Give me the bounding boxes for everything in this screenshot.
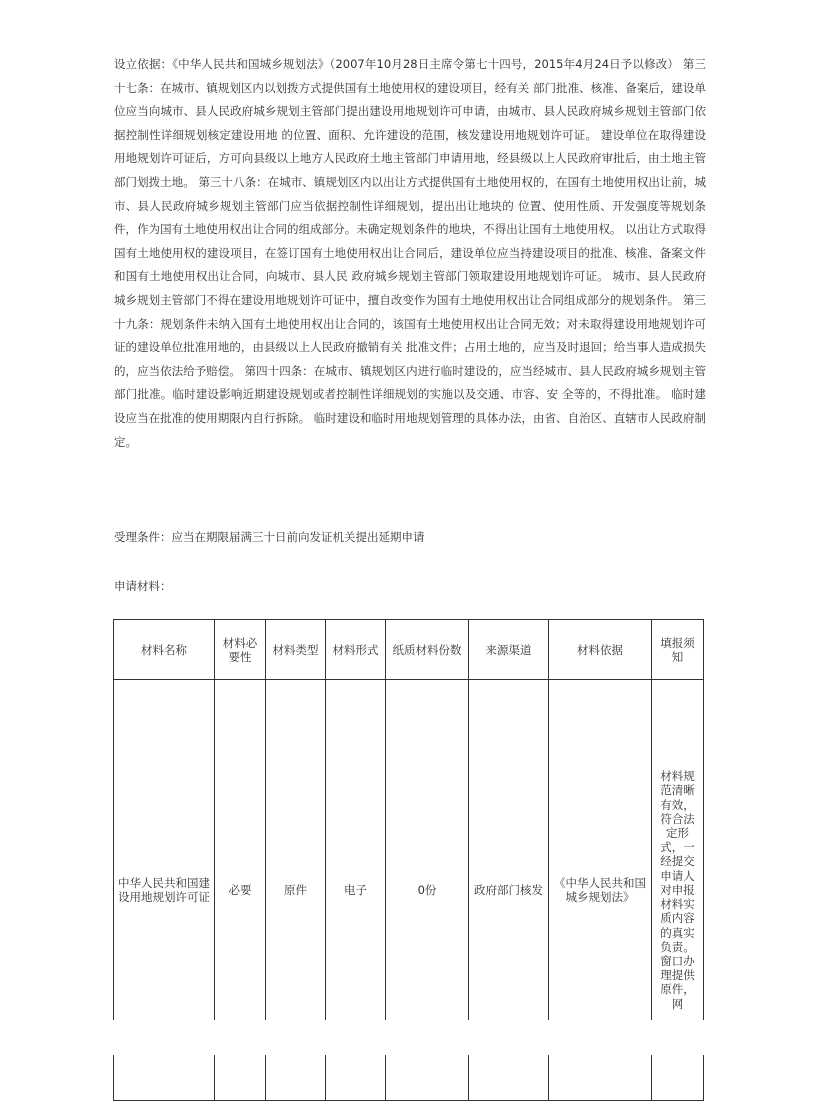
cell-necessity: 必要: [215, 680, 266, 1101]
cell-material-name: 中华人民共和国建设用地规划许可证: [114, 680, 215, 1101]
header-paper-copies: 纸质材料份数: [386, 620, 469, 680]
page-bottom-margin: [113, 1020, 705, 1055]
acceptance-condition: 受理条件：应当在期限届满三十日前向发证机关提出延期申请: [114, 530, 425, 544]
establishment-basis-text: 设立依据：《中华人民共和国城乡规划法》（2007年10月28日主席令第七十四号，2015年4月24日予以修改） 第三十七条：在城市、镇规划区内以划拨方式提供国有土地使用权的建设项目，经有关 部门批准、核准、备案后，建设单位应当向城市、县人民政府城乡规划主管部门提出建设用地规划许可申请，由城市、县人民政府城乡规划主管部门依据控制性详细规划核定建设用地 的位置、面积、允许建设的范围，核发建设用地规划许可证。 建设单位在取得建设用地规划许可证后，方可向县级以上地方人民政府土地主管部门申请用地，经县级以上人民政府审批后，由土地主管部门划拨土地。 第三十八条：在城市、镇规划区内以出让方式提供国有土地使用权的，在国有土地使用权出让前，城市、县人民政府城乡规划主管部门应当依据控制性详细规划，提出出让地块的 位置、使用性质、开发强度等规划条件，作为国有土地使用权出让合同的组成部分。未确定规划条件的地块，不得出让国有土地使用权。 以出让方式取得国有土地使用权的建设项目，在签订国有土地使用权出让合同后，建设单位应当持建设项目的批准、核准、备案文件和国有土地使用权出让合同，向城市、县人民 政府城乡规划主管部门领取建设用地规划许可证。 城市、县人民政府城乡规划主管部门不得在建设用地规划许可证中，擅自改变作为国有土地使用权出让合同组成部分的规划条件。 第三十九条：规划条件未纳入国有土地使用权出让合同的，该国有土地使用权出让合同无效；对未取得建设用地规划许可证的建设单位批准用地的，由县级以上人民政府撤销有关 批准文件；占用土地的，应当及时退回；给当事人造成损失的，应当依法给予赔偿。 第四十四条：在城市、镇规划区内进行临时建设的，应当经城市、县人民政府城乡规划主管部门批准。临时建设影响近期建设规划或者控制性详细规划的实施以及交通、市容、安 全等的，不得批准。 临时建设应当在批准的使用期限内自行拆除。 临时建设和临时用地规划管理的具体办法，由省、自治区、直辖市人民政府制定。: [114, 57, 706, 449]
header-notes: 填报须知: [652, 620, 704, 680]
header-source: 来源渠道: [469, 620, 549, 680]
header-material-form: 材料形式: [326, 620, 386, 680]
cell-basis: 《中华人民共和国城乡规划法》: [549, 680, 652, 1101]
header-basis: 材料依据: [549, 620, 652, 680]
cell-source: 政府部门核发: [469, 680, 549, 1101]
cell-paper-copies: 0份: [386, 680, 469, 1101]
cell-material-form: 电子: [326, 680, 386, 1101]
header-material-name: 材料名称: [114, 620, 215, 680]
cell-notes-text: 材料规范清晰有效，符合法定形式，一经提交申请人对申报材料实质内容的真实负责。窗口办理提供原件，网: [660, 769, 695, 1011]
header-necessity: 材料必要性: [215, 620, 266, 680]
header-material-type: 材料类型: [266, 620, 326, 680]
cell-material-type: 原件: [266, 680, 326, 1101]
table-header-row: [114, 620, 704, 680]
application-materials-label: 申请材料：: [114, 579, 172, 593]
